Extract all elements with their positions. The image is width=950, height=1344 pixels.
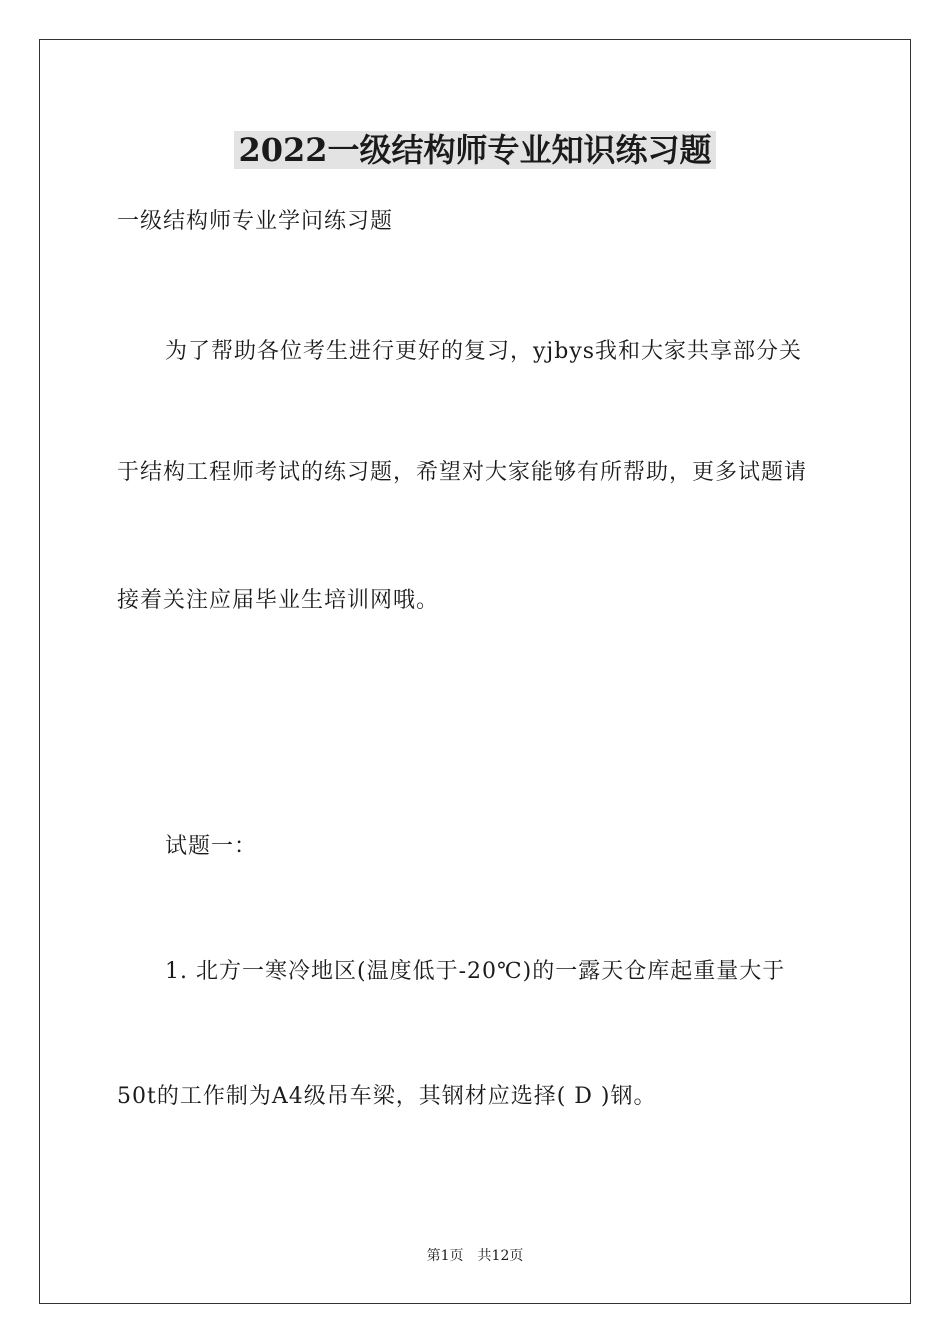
document-title-wrapper [0,124,950,176]
intro-paragraph-line-2: 于结构工程师考试的练习题，希望对大家能够有所帮助，更多试题请 [117,460,808,485]
intro-paragraph-line-3: 接着关注应届毕业生培训网哦。 [117,588,440,613]
question-1-line-2: 50t的工作制为A4级吊车梁，其钢材应选择( D )钢。 [117,1084,657,1109]
page-footer: 第1页 共12页 [426,1248,524,1264]
document-subtitle: 一级结构师专业学问练习题 [117,209,394,234]
intro-paragraph-line-1: 为了帮助各位考生进行更好的复习，yjbys我和大家共享部分关 [165,339,803,364]
question-1-line-1: 1. 北方一寒冷地区(温度低于-20℃)的一露天仓库起重量大于 [165,959,786,984]
section-heading: 试题一： [165,834,258,859]
document-title: 2022一级结构师专业知识练习题 [234,131,715,169]
